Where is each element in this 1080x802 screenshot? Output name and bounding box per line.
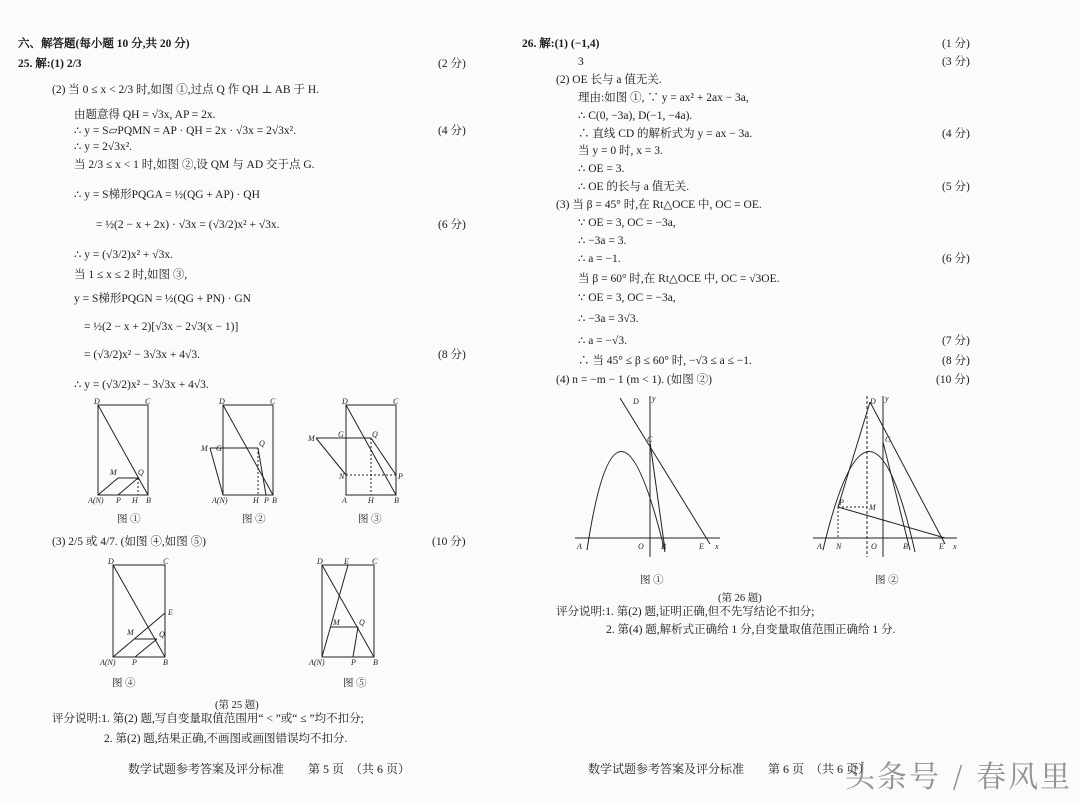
q26-line-12: ∴ −3a = 3. <box>578 235 627 247</box>
svg-text:C: C <box>145 397 151 406</box>
svg-text:M: M <box>110 468 117 477</box>
q25-caption: (第 25 题) <box>215 700 259 711</box>
svg-text:B: B <box>661 542 666 551</box>
page5-footer: 数学试题参考答案及评分标准 第 5 页 （共 6 页） <box>128 762 411 776</box>
svg-text:M: M <box>127 628 134 637</box>
q26-line-16: ∴ −3a = 3√3. <box>578 313 639 325</box>
q25-figures-4-5 <box>95 555 395 670</box>
svg-text:D: D <box>108 557 114 566</box>
q25-line-9: ∴ y = (√3/2)x² + √3x. <box>74 249 173 261</box>
page6-footer: 数学试题参考答案及评分标准 第 6 页 （共 6 页） <box>588 762 871 776</box>
svg-text:O: O <box>871 542 877 551</box>
svg-text:M: M <box>201 444 208 453</box>
q25-score-4: (4 分) <box>438 125 466 137</box>
q26-score-13: (6 分) <box>942 253 970 265</box>
svg-text:M: M <box>869 503 876 512</box>
fig3-caption: 图 ③ <box>358 514 382 525</box>
q26-grading-note-1: 评分说明:1. 第(2) 题,证明正确,但不先写结论不扣分; <box>556 606 815 618</box>
q25-grading-note-2: 2. 第(2) 题,结果正确,不画图或画图错误均不扣分. <box>104 733 348 745</box>
watermark: 头条号 / 春风里 <box>845 760 1073 795</box>
svg-text:C: C <box>393 397 399 406</box>
q26-score-19: (10 分) <box>936 374 970 386</box>
svg-text:P: P <box>116 496 121 505</box>
svg-text:y: y <box>652 394 656 403</box>
q26-line-13: ∴ a = −1. <box>578 253 621 265</box>
q25-line-12: = ½(2 − x + 2)[√3x − 2√3(x − 1)] <box>84 321 239 333</box>
svg-text:P: P <box>351 658 356 667</box>
svg-text:B: B <box>146 496 151 505</box>
svg-text:Q: Q <box>372 430 378 439</box>
svg-text:A: A <box>577 542 582 551</box>
fig4-caption: 图 ④ <box>112 678 136 689</box>
q26-score-2: (3 分) <box>942 56 970 68</box>
svg-text:H: H <box>253 496 259 505</box>
q25-line-1: 25. 解:(1) 2/3 <box>18 58 82 70</box>
q25-line-10: 当 1 ≤ x ≤ 2 时,如图 ③, <box>74 269 188 281</box>
q26-grading-note-2: 2. 第(4) 题,解析式正确给 1 分,自变量取值范围正确给 1 分. <box>606 624 896 636</box>
svg-text:Q: Q <box>259 439 265 448</box>
q25-line-7: ∴ y = S梯形PQGA = ½(QG + AP) · QH <box>74 189 260 201</box>
svg-text:N: N <box>339 472 345 481</box>
q25-line-4: ∴ y = S▱PQMN = AP · QH = 2x · √3x = 2√3x². <box>74 125 296 137</box>
svg-text:E: E <box>344 557 349 566</box>
svg-text:y: y <box>885 394 889 403</box>
svg-text:D: D <box>342 397 348 406</box>
svg-text:P: P <box>398 472 403 481</box>
q25-score-13: (8 分) <box>438 349 466 361</box>
q25-line-14: ∴ y = (√3/2)x² − 3√3x + 4√3. <box>74 379 209 391</box>
svg-text:D: D <box>633 397 639 406</box>
svg-text:P: P <box>839 498 844 507</box>
svg-text:A(N): A(N) <box>100 658 116 667</box>
svg-text:A: A <box>342 496 347 505</box>
q26-line-5: ∴ C(0, −3a), D(−1, −4a). <box>578 110 693 122</box>
svg-text:D: D <box>870 397 876 406</box>
q26-line-11: ∵ OE = 3, OC = −3a, <box>578 217 676 229</box>
svg-text:H: H <box>368 496 374 505</box>
svg-text:A(N): A(N) <box>309 658 325 667</box>
svg-text:Q: Q <box>359 618 365 627</box>
svg-text:D: D <box>317 557 323 566</box>
q26-fig2-caption: 图 ② <box>875 575 899 586</box>
svg-text:B: B <box>903 542 908 551</box>
q26-figures <box>565 392 965 557</box>
svg-text:B: B <box>272 496 277 505</box>
q25-score-8: (6 分) <box>438 219 466 231</box>
svg-text:C: C <box>163 557 169 566</box>
q26-score-18: (8 分) <box>942 355 970 367</box>
q25-line-8: = ½(2 − x + 2x) · √3x = (√3/2)x² + √3x. <box>96 219 280 231</box>
q25-figures-1-3 <box>88 395 408 505</box>
svg-text:P: P <box>264 496 269 505</box>
q25-line-6: 当 2/3 ≤ x < 1 时,如图 ②,设 QM 与 AD 交于点 G. <box>74 159 315 171</box>
q26-line-2: 3 <box>578 56 584 68</box>
svg-text:E: E <box>168 608 173 617</box>
q26-fig1-caption: 图 ① <box>640 575 664 586</box>
q26-line-9: ∴ OE 的长与 a 值无关. <box>578 181 690 193</box>
q26-line-6: ∴ 直线 CD 的解析式为 y = ax − 3a. <box>578 128 753 140</box>
q26-line-19: (4) n = −m − 1 (m < 1). (如图 ②) <box>556 374 712 386</box>
q26-score-6: (4 分) <box>942 128 970 140</box>
q26-line-18: ∴ 当 45° ≤ β ≤ 60° 时, −√3 ≤ a ≤ −1. <box>578 355 752 367</box>
svg-text:M: M <box>308 434 315 443</box>
fig5-caption: 图 ⑤ <box>343 678 367 689</box>
fig2-caption: 图 ② <box>242 514 266 525</box>
q25-score-1: (2 分) <box>438 58 466 70</box>
svg-text:E: E <box>699 542 704 551</box>
svg-text:A(N): A(N) <box>212 496 228 505</box>
q26-line-14: 当 β = 60° 时,在 Rt△OCE 中, OC = √3OE. <box>578 273 780 285</box>
fig1-caption: 图 ① <box>117 514 141 525</box>
svg-text:B: B <box>373 658 378 667</box>
svg-text:C: C <box>270 397 276 406</box>
svg-text:D: D <box>219 397 225 406</box>
svg-text:H: H <box>132 496 138 505</box>
svg-text:D: D <box>94 397 100 406</box>
q26-score-9: (5 分) <box>942 181 970 193</box>
q25-line-3: 由题意得 QH = √3x, AP = 2x. <box>74 109 216 121</box>
svg-text:M: M <box>333 618 340 627</box>
svg-text:Q: Q <box>138 468 144 477</box>
q25-line-13: = (√3/2)x² − 3√3x + 4√3. <box>84 349 200 361</box>
svg-text:O: O <box>638 542 644 551</box>
svg-text:E: E <box>939 542 944 551</box>
q25-part3: (3) 2/5 或 4/7. (如图 ④,如图 ⑤) <box>52 536 206 548</box>
q26-line-3: (2) OE 长与 a 值无关. <box>556 74 662 86</box>
q26-line-17: ∴ a = −√3. <box>578 335 627 347</box>
svg-text:A(N): A(N) <box>88 496 104 505</box>
q25-part3-score: (10 分) <box>432 536 466 548</box>
svg-text:C: C <box>647 435 653 444</box>
svg-text:x: x <box>715 542 719 551</box>
q26-caption: (第 26 题) <box>718 593 762 604</box>
q26-line-8: ∴ OE = 3. <box>578 163 625 175</box>
svg-text:B: B <box>394 496 399 505</box>
svg-text:G: G <box>338 430 344 439</box>
svg-text:B: B <box>163 658 168 667</box>
svg-text:C: C <box>885 435 891 444</box>
svg-text:x: x <box>953 542 957 551</box>
q25-line-11: y = S梯形PQGN = ½(QG + PN) · GN <box>74 293 251 305</box>
q26-score-1: (1 分) <box>942 38 970 50</box>
q26-line-7: 当 y = 0 时, x = 3. <box>578 145 663 157</box>
q26-line-4: 理由:如图 ①, ∵ y = ax² + 2ax − 3a, <box>578 92 749 104</box>
svg-text:P: P <box>132 658 137 667</box>
q26-score-17: (7 分) <box>942 335 970 347</box>
q26-line-15: ∵ OE = 3, OC = −3a, <box>578 292 676 304</box>
svg-text:G: G <box>216 444 222 453</box>
section-title: 六、解答题(每小题 10 分,共 20 分) <box>18 38 190 50</box>
q25-line-5: ∴ y = 2√3x². <box>74 141 133 153</box>
q26-line-1: 26. 解:(1) (−1,4) <box>522 38 600 50</box>
svg-text:Q: Q <box>159 630 165 639</box>
svg-text:C: C <box>372 557 378 566</box>
q25-grading-note-1: 评分说明:1. 第(2) 题,写自变量取值范围用“ < ”或“ ≤ ”均不扣分; <box>52 713 364 725</box>
svg-text:A: A <box>817 542 822 551</box>
q26-line-10: (3) 当 β = 45° 时,在 Rt△OCE 中, OC = OE. <box>556 199 762 211</box>
svg-text:N: N <box>836 542 842 551</box>
q25-line-2: (2) 当 0 ≤ x < 2/3 时,如图 ①,过点 Q 作 QH ⊥ AB 于 H. <box>52 84 320 96</box>
